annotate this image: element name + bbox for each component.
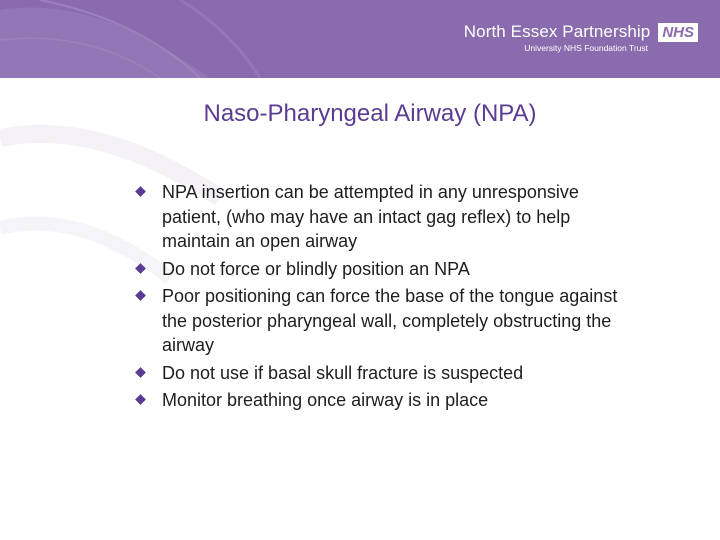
diamond-bullet-icon bbox=[135, 263, 146, 274]
bullet-text: NPA insertion can be attempted in any unresponsive patient, (who may have an intact gag reflex) to help maintain an open airway bbox=[162, 182, 579, 251]
bullet-item bbox=[136, 284, 636, 358]
header-banner bbox=[0, 0, 720, 78]
bullet-item bbox=[136, 180, 636, 254]
diamond-bullet-icon bbox=[135, 290, 146, 301]
diamond-bullet-icon bbox=[135, 367, 146, 378]
diamond-bullet-icon bbox=[135, 186, 146, 197]
bullet-text: Poor positioning can force the base of the tongue against the posterior pharyngeal wall, completely obstructing the airway bbox=[162, 286, 618, 355]
diamond-bullet-icon bbox=[135, 394, 146, 405]
bullet-text: Do not use if basal skull fracture is suspected bbox=[162, 362, 524, 383]
bullet-item bbox=[136, 361, 636, 386]
bullet-item bbox=[136, 257, 636, 282]
organization-subtitle: University NHS Foundation Trust bbox=[524, 43, 648, 53]
organization-name: North Essex Partnership bbox=[463, 22, 651, 41]
nhs-logo: NHS bbox=[658, 23, 698, 42]
bullet-list bbox=[136, 180, 636, 416]
bullet-text: Monitor breathing once airway is in place bbox=[162, 390, 489, 410]
organization-branding bbox=[464, 22, 698, 53]
bullet-item bbox=[136, 388, 636, 413]
bullet-text: Do not force or blindly position an NPA bbox=[162, 258, 470, 279]
slide-title: Naso-Pharyngeal Airway (NPA) bbox=[203, 100, 537, 127]
